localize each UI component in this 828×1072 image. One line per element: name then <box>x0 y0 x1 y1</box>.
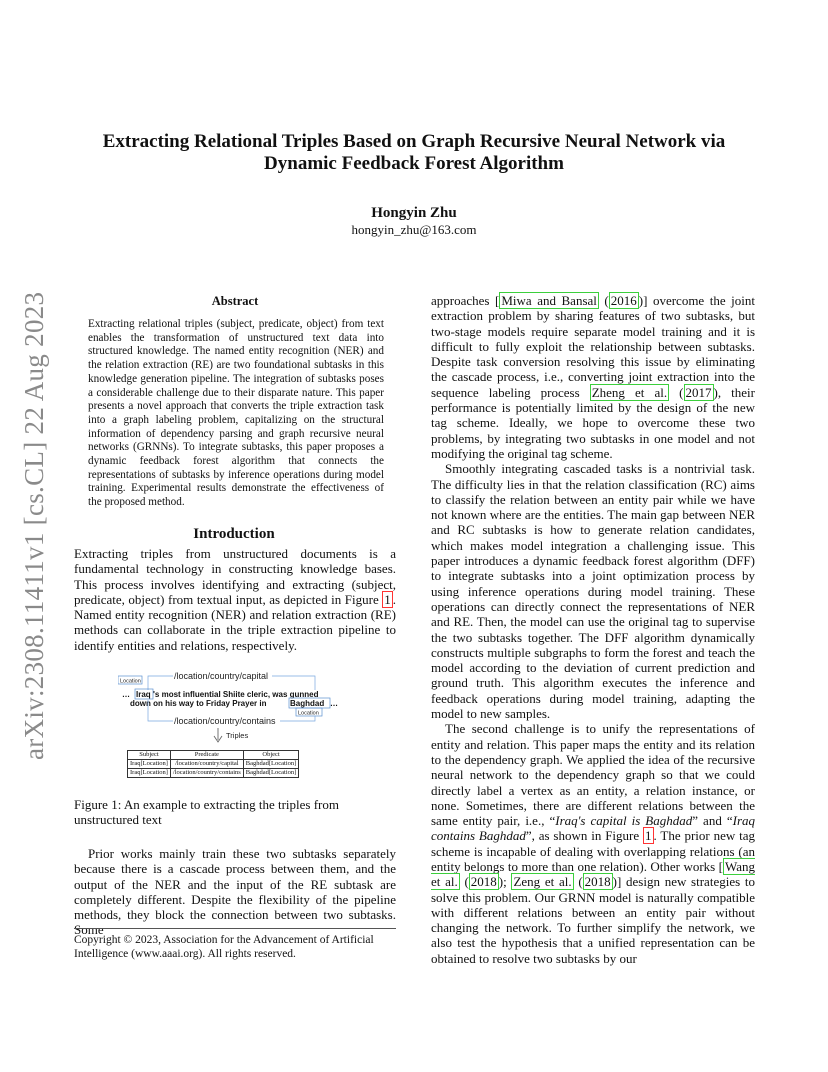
table-cell: Baghdad[Location] <box>243 769 299 778</box>
cite-zheng[interactable]: Zheng et al. <box>591 384 668 400</box>
rc-p1-text-b: ] overcome the joint extraction problem by sharing features of two subtasks, but two-stage models require separate model training and it is difficult to fully exploit the relationship between subtasks. Despite task conversion resolving this issue by eliminating the cascade process, i.e., converting joint extraction into the sequence labeling process <box>431 293 755 400</box>
cite-miwa-bansal[interactable]: Miwa and Bansal <box>501 293 597 308</box>
right-paragraph-2: Smoothly integrating cascaded tasks is a nontrivial task. The difficulty lies in that the relation classification (RC) aims to classify the relation between an entity pair while we have not known where are the entities. The main gap between NER and RC subtasks is how to generate relation candidates, which makes model integration a challenging issue. This paper introduces a dynamic feedback forest algorithm (DFF) to integrate subtasks into a joint optimization process by using inference operations during model training. These operations can directly connect the representations of NER and RE. Then, the model can use the original tag to supervise the two subtasks together. The DFF algorithm dynamically constructs multiple subgraphs to form the forest and teach the model according to the deviation of current prediction and ground truth. This algorithm executes the inference and feedback operations during model training, adapting the model to new samples. <box>431 461 755 722</box>
cite-zeng-year[interactable]: 2018 <box>584 874 611 890</box>
intro-paragraph-1 <box>74 546 396 653</box>
intro-p1-text-a: Extracting triples from unstructured documents is a fundamental technology in constructing knowledge bases. This process involves identifying and extracting (subject, predicate, object) from textual input, as depicted in Figure <box>74 546 396 607</box>
rc-p3-text-f: ] design new strategies to solve this problem. Our GRNN model is naturally compatible with different relations between an entity pair without changing the network. To further simplify the network, we also test the hypothesis that a unified representation can be obtained to resolve two subtasks by our <box>431 874 755 966</box>
rc-p1-text-c: , their performance is potentially limited by the design of the new tag scheme. Ideally, we hope to overcome these two problems, by integrating two subtasks in one model and not modifying the original tag scheme. <box>431 384 755 461</box>
title-line-2: Dynamic Feedback Forest Algorithm <box>264 153 564 174</box>
triples-table-wrap <box>127 750 299 778</box>
table-header-subject: Subject <box>128 751 171 760</box>
capital-link-left <box>148 676 173 690</box>
rc-p3-emphasis-1: Iraq's capital is Baghdad <box>555 813 693 829</box>
table-row <box>128 760 299 769</box>
right-column <box>431 293 755 966</box>
figure-1-ref-link[interactable]: 1 <box>384 591 391 607</box>
abstract-heading: Abstract <box>211 294 259 308</box>
rc-p3-text-e: ; <box>503 874 512 890</box>
rc-p3-text-a: The second challenge is to unify the representations of entity and relation. This paper maps the entity and its relation to the dependency graph. We applied the idea of the recursive neural network to the dependency graph so that we could directly label a vertex as an entity, a relation instance, or none. Sometimes, there are different relations between the same entity pair, i.e., “ <box>431 721 755 829</box>
cite-wang[interactable]: Wang et al. <box>431 858 755 890</box>
sentence-line1-post: 's most influential Shiite cleric, was gunned <box>153 690 319 699</box>
entity-iraq: Iraq <box>136 690 151 699</box>
paper-title <box>70 131 758 175</box>
intro-p1-text-b: . Named entity recognition (NER) and relation extraction (RE) methods can collaborate in the triple extraction pipeline to identify entities and relations, respectively. <box>74 591 396 653</box>
right-paragraph-3: The second challenge is to unify the representations of entity and relation. This paper maps the entity and its relation to the dependency graph. We applied the idea of the recursive neural network to the dependency graph so that we could directly label a vertex as an entity, a relation instance, or none. Sometimes, there are different relations between the same entity pair, i.e., “Iraq's capital is Baghdad” and “Iraq contains Baghdad”, as shown in Figure 1 . The prior new tag scheme is incapable of dealing with overlapping relations (an entity belongs to more than one relation). Other works [ Wang et al. ( 2018 ); Zeng et al. ( 2018 )] design new strategies to solve this problem. Our GRNN model is naturally compatible with different relations between an entity pair without changing the network. To further simplify the network, we also test the hypothesis that a unified representation can be obtained to resolve two subtasks by our <box>431 721 756 966</box>
figure-1-diagram <box>118 666 338 750</box>
figure-1-ref-link-2[interactable]: 1 <box>645 828 652 844</box>
figure-1-caption: Figure 1: An example to extracting the triples from unstructured text <box>74 797 339 828</box>
capital-link-right <box>272 676 315 690</box>
arxiv-sidebar-stamp: arXiv:2308.11411v1 [cs.CL] 22 Aug 2023 <box>19 291 49 760</box>
rc-p3-text-c: ”, as shown in Figure <box>525 828 644 844</box>
rc-p1-text-a: approaches <box>431 293 495 308</box>
table-header-object: Object <box>243 751 299 760</box>
table-header-predicate: Predicate <box>170 751 243 760</box>
abstract-text: Extracting relational triples (subject, predicate, object) from text enables the transformation of unstructured text data into structured knowledge. The named entity recognition (NER) and the relation extraction (RE) are two foundational subtasks in this knowledge generation pipeline. The integration of subtasks poses a considerable challenge due to their disparate nature. This paper presents a novel approach that converts the triple extraction task into a graph labeling problem, capitalizing on the structural information of dependency parsing and graph recursive neural networks (GRNNs). To integrate subtasks, this paper proposes a dynamic feedback forest algorithm that connects the representations of subtasks by inference operations during model training. Experimental results demonstrate the effectiveness of the proposed method. <box>88 318 384 509</box>
tag-right: Location <box>298 710 319 717</box>
right-paragraph-1: approaches [ Miwa and Bansal ( 2016 )] overcome the joint extraction problem by sharing features of two subtasks, but two-stage models require separate model training and it is difficult to fully exploit the relationship between subtasks. Despite task conversion resolving this issue by eliminating the cascade process, i.e., converting joint extraction into the sequence labeling process Zheng et al. ( 2017 ), their performance is potentially limited by the design of the new tag scheme. Ideally, we hope to overcome these two problems, by integrating two subtasks in one model and not modifying the original tag scheme. <box>431 293 755 461</box>
cite-zeng[interactable]: Zeng et al. <box>513 874 572 890</box>
arrow-label: Triples <box>226 731 249 740</box>
sentence-line1-pre: … <box>122 690 130 699</box>
table-cell: Iraq[Location] <box>128 760 171 769</box>
table-cell: Iraq[Location] <box>128 769 171 778</box>
introduction-heading: Introduction <box>193 526 275 542</box>
cite-miwa-bansal-year[interactable]: 2016 <box>610 293 637 308</box>
sentence-line2-pre: down on his way to Friday Prayer in <box>130 699 267 708</box>
title-line-1: Extracting Relational Triples Based on Graph Recursive Neural Network via <box>102 131 726 152</box>
tag-left: Location <box>120 678 141 685</box>
rc-p3-emphasis-2: Iraq contains Baghdad <box>431 813 756 844</box>
table-cell: /location/country/contains <box>170 769 243 778</box>
table-cell: Baghdad[Location] <box>243 760 299 769</box>
author-name: Hongyin Zhu <box>371 205 457 221</box>
intro-paragraph-2: Prior works mainly train these two subtasks separately because there is a cascade process between them, and the output of the NER and the input of the RE subtask are completely different. Despite the flexibility of the pipeline methods, they block the connection between two subtasks. Some <box>74 846 396 938</box>
entity-baghdad: Baghdad <box>290 699 325 708</box>
cite-wang-year[interactable]: 2018 <box>470 874 497 890</box>
triples-table <box>127 750 299 778</box>
table-cell: /location/country/capital <box>170 760 243 769</box>
contains-link-right <box>280 716 315 721</box>
triples-table-header-row <box>128 751 299 760</box>
cite-zheng-year[interactable]: 2017 <box>685 384 712 400</box>
author-email: hongyin_zhu@163.com <box>351 222 477 237</box>
rc-p3-text-b: ” and “ <box>692 813 733 829</box>
label-capital: /location/country/capital <box>174 671 269 681</box>
table-row <box>128 769 299 778</box>
sentence-line2-post: … <box>330 699 338 708</box>
down-arrow-icon <box>214 728 222 742</box>
copyright-notice: Copyright © 2023, Association for the Advancement of Artificial Intelligence (www.aaai.org). All rights reserved. <box>74 928 396 961</box>
rc-p3-text-d: . The prior new tag scheme is incapable of dealing with overlapping relations (an entity belongs to more than one relation). Other works [ <box>431 828 755 874</box>
label-contains: /location/country/contains <box>174 716 276 726</box>
